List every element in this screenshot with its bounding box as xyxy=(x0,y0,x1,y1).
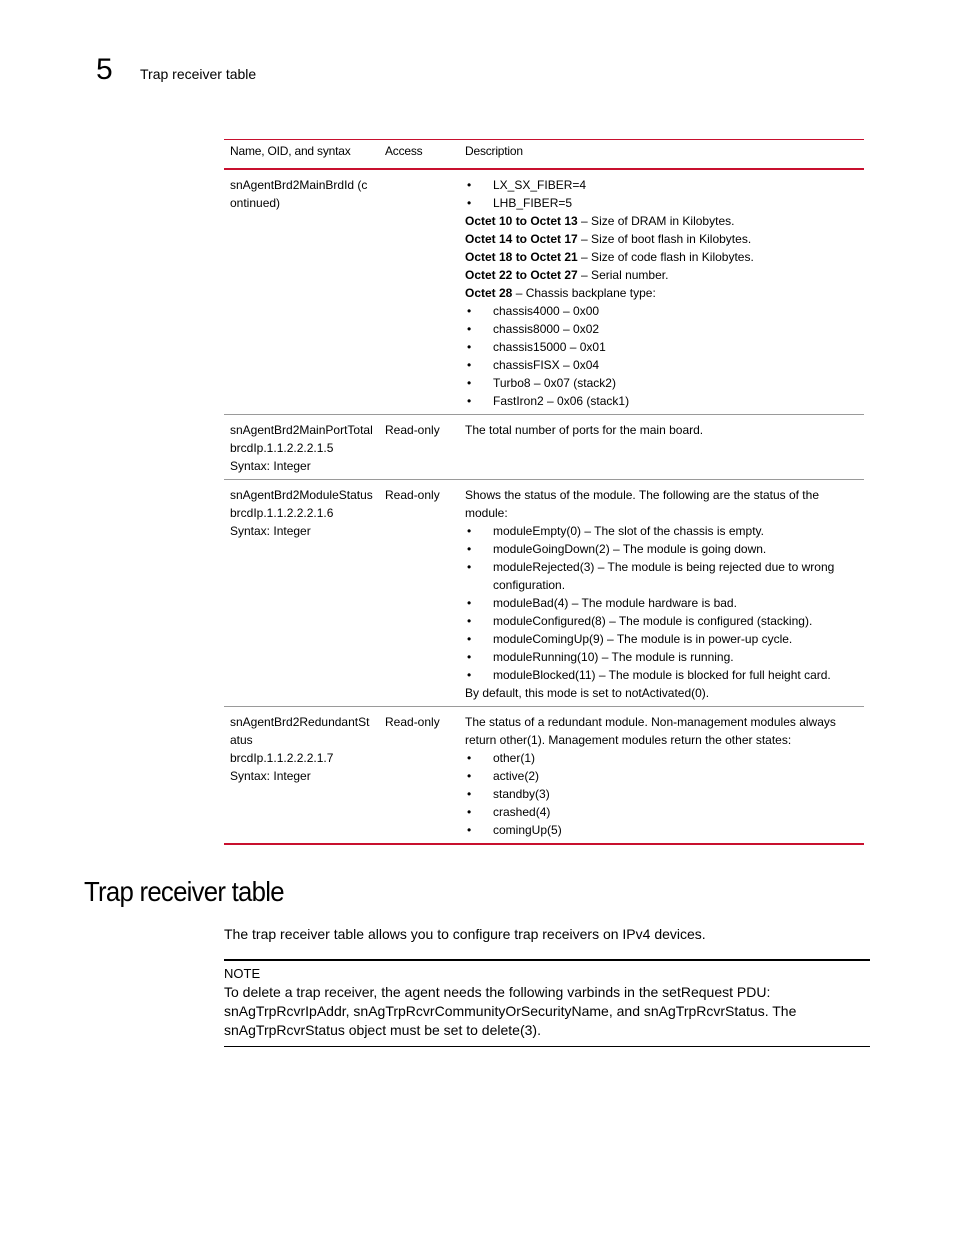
octet-text: – Size of boot flash in Kilobytes. xyxy=(577,232,752,246)
cell-access: Read-only xyxy=(385,715,440,729)
octet-label: Octet 22 to Octet 27 xyxy=(465,268,578,282)
column-header-access: Access xyxy=(379,140,459,169)
column-header-description: Description xyxy=(459,140,864,169)
section-intro: The trap receiver table allows you to configure trap receivers on IPv4 devices. xyxy=(224,926,706,942)
octet-line xyxy=(465,212,858,230)
table-header-row xyxy=(224,140,864,169)
list-item-text: LX_SX_FIBER=4 xyxy=(493,178,587,192)
note-heading: NOTE xyxy=(224,966,261,981)
object-name-line: Syntax: Integer xyxy=(230,459,311,473)
list-item-text: moduleRejected(3) – The module is being rejected due to wrong configuration. xyxy=(493,560,835,592)
octet-label: Octet 18 to Octet 21 xyxy=(465,250,578,264)
octet-label: Octet 14 to Octet 17 xyxy=(465,232,578,246)
description-text: The status of a redundant module. Non-management modules always return other(1). Management modules return the other states: xyxy=(465,715,836,747)
bullet-icon: • xyxy=(467,751,472,765)
cell-description xyxy=(459,415,864,480)
list-item xyxy=(465,749,858,767)
octet-label: Octet 10 to Octet 13 xyxy=(465,214,578,228)
octet-text: – Chassis backplane type: xyxy=(512,286,656,300)
list-item xyxy=(465,594,858,612)
bullet-icon: • xyxy=(467,632,472,646)
object-name-line: snAgentBrd2ModuleStatus xyxy=(230,488,373,502)
bullet-icon: • xyxy=(467,394,472,408)
octet-text: – Serial number. xyxy=(577,268,669,282)
list-item-text: moduleComingUp(9) – The module is in power-up cycle. xyxy=(493,632,793,646)
object-name-line: brcdIp.1.1.2.2.2.1.5 xyxy=(230,441,334,455)
cell-name xyxy=(224,415,379,480)
object-name-line: Syntax: Integer xyxy=(230,524,311,538)
object-name-line: snAgentBrd2RedundantStatus xyxy=(230,715,370,747)
list-item-text: moduleGoingDown(2) – The module is going down. xyxy=(493,542,767,556)
list-item-text: other(1) xyxy=(493,751,536,765)
bullet-icon: • xyxy=(467,560,472,574)
octet-line xyxy=(465,230,858,248)
bullet-icon: • xyxy=(467,178,472,192)
list-item xyxy=(465,338,858,356)
bullet-list xyxy=(465,749,858,839)
object-name-line: brcdIp.1.1.2.2.2.1.7 xyxy=(230,751,334,765)
list-item xyxy=(465,785,858,803)
list-item-text: active(2) xyxy=(493,769,540,783)
list-item xyxy=(465,522,858,540)
list-item xyxy=(465,803,858,821)
list-item-text: LHB_FIBER=5 xyxy=(493,196,573,210)
cell-name xyxy=(224,480,379,707)
table-row xyxy=(224,707,864,844)
list-item xyxy=(465,374,858,392)
list-item-text: moduleEmpty(0) – The slot of the chassis is empty. xyxy=(493,524,765,538)
bullet-icon: • xyxy=(467,668,472,682)
description-footer: By default, this mode is set to notActivated(0). xyxy=(465,686,710,700)
list-item xyxy=(465,666,858,684)
list-item xyxy=(465,356,858,374)
list-item-text: comingUp(5) xyxy=(493,823,562,837)
note-text: To delete a trap receiver, the agent needs the following varbinds in the setRequest PDU: snAgTrpRcvrIpAddr, snAgTrpRcvrCommunityOrSecurityName, and snAgTrpRcvrStatus. The snAgTrpRcvrStatus object must be set to delete(3). xyxy=(224,984,797,1038)
bullet-icon: • xyxy=(467,340,472,354)
object-name-line: snAgentBrd2MainPortTotal xyxy=(230,423,373,437)
bullet-icon: • xyxy=(467,823,472,837)
table-body xyxy=(224,169,864,843)
list-item-text: moduleBad(4) – The module hardware is bad. xyxy=(493,596,737,610)
cell-name xyxy=(224,707,379,844)
octet-label: Octet 28 xyxy=(465,286,513,300)
table-row xyxy=(224,169,864,415)
bullet-list xyxy=(465,522,858,684)
list-item-text: FastIron2 – 0x06 (stack1) xyxy=(493,394,630,408)
bullet-icon: • xyxy=(467,304,472,318)
bullet-icon: • xyxy=(467,524,472,538)
list-item xyxy=(465,630,858,648)
bullet-icon: • xyxy=(467,596,472,610)
list-item-text: chassis8000 – 0x02 xyxy=(493,322,600,336)
list-item xyxy=(465,821,858,839)
list-item-text: chassisFISX – 0x04 xyxy=(493,358,600,372)
column-header-name: Name, OID, and syntax xyxy=(224,140,379,169)
table-row xyxy=(224,415,864,480)
bullet-icon: • xyxy=(467,805,472,819)
bullet-icon: • xyxy=(467,358,472,372)
list-item xyxy=(465,320,858,338)
list-item xyxy=(465,612,858,630)
list-item xyxy=(465,767,858,785)
list-item-text: crashed(4) xyxy=(493,805,551,819)
list-item xyxy=(465,302,858,320)
octet-line xyxy=(465,284,858,302)
bullet-icon: • xyxy=(467,542,472,556)
cell-access: Read-only xyxy=(379,480,459,707)
list-item-text: Turbo8 – 0x07 (stack2) xyxy=(493,376,616,390)
list-item-text: moduleRunning(10) – The module is running. xyxy=(493,650,734,664)
bullet-list xyxy=(465,176,858,212)
list-item xyxy=(465,392,858,410)
note-box xyxy=(224,959,870,1047)
bullet-icon: • xyxy=(467,322,472,336)
running-header-title: Trap receiver table xyxy=(140,66,257,82)
list-item-text: standby(3) xyxy=(493,787,550,801)
list-item-text: moduleBlocked(11) – The module is blocked for full height card. xyxy=(493,668,831,682)
list-item xyxy=(465,558,858,594)
section-title: Trap receiver table xyxy=(84,876,284,907)
bullet-icon: • xyxy=(467,614,472,628)
octet-line xyxy=(465,248,858,266)
cell-access: Read-only xyxy=(379,415,459,480)
bullet-icon: • xyxy=(467,769,472,783)
octet-line xyxy=(465,266,858,284)
mib-object-table xyxy=(224,139,864,845)
list-item-text: chassis15000 – 0x01 xyxy=(493,340,606,354)
bullet-icon: • xyxy=(467,376,472,390)
table-row xyxy=(224,480,864,707)
list-item-text: chassis4000 – 0x00 xyxy=(493,304,600,318)
list-item xyxy=(465,194,858,212)
octet-text: – Size of code flash in Kilobytes. xyxy=(577,250,754,264)
cell-name xyxy=(224,169,379,415)
bullet-icon: • xyxy=(467,650,472,664)
chapter-number: 5 xyxy=(96,53,113,86)
bullet-icon: • xyxy=(467,787,472,801)
object-name-line: snAgentBrd2MainBrdId (continued) xyxy=(230,178,368,210)
list-item xyxy=(465,176,858,194)
list-item-text: moduleConfigured(8) – The module is configured (stacking). xyxy=(493,614,813,628)
object-name-line: Syntax: Integer xyxy=(230,769,311,783)
cell-access xyxy=(379,169,459,415)
list-item xyxy=(465,540,858,558)
list-item xyxy=(465,648,858,666)
octet-text: – Size of DRAM in Kilobytes. xyxy=(577,214,735,228)
object-name-line: brcdIp.1.1.2.2.2.1.6 xyxy=(230,506,334,520)
description-text: The total number of ports for the main board. xyxy=(465,423,704,437)
cell-description xyxy=(459,169,864,415)
cell-description xyxy=(459,480,864,707)
cell-description xyxy=(459,707,864,844)
description-text: Shows the status of the module. The following are the status of the module: xyxy=(465,488,819,520)
bullet-list xyxy=(465,302,858,410)
bullet-icon: • xyxy=(467,196,472,210)
